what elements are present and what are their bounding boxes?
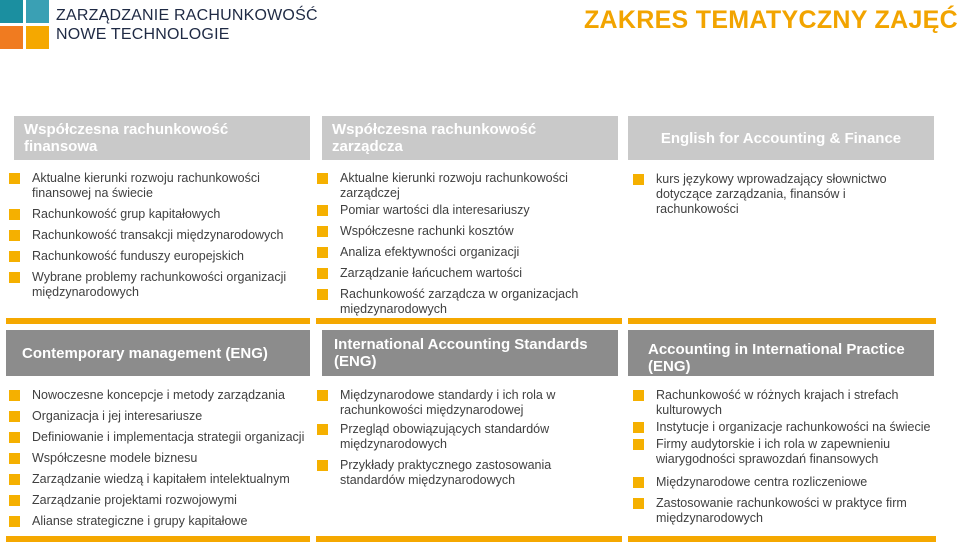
list-item: Instytucje i organizacje rachunkowości na świecie bbox=[632, 420, 938, 435]
section-header-financial bbox=[14, 116, 310, 160]
bullet-icon bbox=[633, 498, 644, 509]
bullet-icon bbox=[317, 247, 328, 258]
section-header-ias bbox=[322, 330, 618, 376]
list-item: Zarządzanie wiedzą i kapitałem intelektualnym bbox=[8, 472, 313, 487]
list-item: Analiza efektywności organizacji bbox=[316, 245, 606, 260]
bullet-icon bbox=[9, 432, 20, 443]
section-header-text: Contemporary management (ENG) bbox=[22, 344, 268, 362]
footer-bar bbox=[628, 536, 936, 542]
bullet-icon bbox=[317, 226, 328, 237]
bullet-icon bbox=[9, 411, 20, 422]
bullet-icon bbox=[633, 439, 644, 450]
list-item: Rachunkowość w różnych krajach i strefach kulturowych bbox=[632, 388, 938, 418]
bullet-icon bbox=[9, 453, 20, 464]
section-header-text: Współczesna rachunkowość finansowa bbox=[24, 121, 229, 155]
list-item: Rachunkowość funduszy europejskich bbox=[8, 249, 298, 264]
bullet-icon bbox=[317, 173, 328, 184]
bullet-icon bbox=[9, 173, 20, 184]
footer-bar bbox=[316, 536, 622, 542]
logo bbox=[0, 0, 318, 52]
bullet-icon bbox=[317, 205, 328, 216]
list-item: Aktualne kierunki rozwoju rachunkowości finansowej na świecie bbox=[8, 171, 298, 201]
bullet-icon bbox=[9, 516, 20, 527]
list-item: Rachunkowość grup kapitałowych bbox=[8, 207, 298, 222]
list-item: Przykłady praktycznego zastosowania standardów międzynarodowych bbox=[316, 458, 596, 488]
list-item: Firmy audytorskie i ich rola w zapewnieniu wiarygodności sprawozdań finansowych bbox=[632, 437, 938, 467]
divider-bar bbox=[628, 318, 936, 324]
section-header-text: International Accounting Standards (ENG) bbox=[334, 336, 588, 370]
list-item: Zastosowanie rachunkowości w praktyce firm międzynarodowych bbox=[632, 496, 938, 526]
section-header-managerial bbox=[322, 116, 618, 160]
bullet-icon bbox=[9, 209, 20, 220]
list-item: Międzynarodowe standardy i ich rola w rachunkowości międzynarodowej bbox=[316, 388, 596, 418]
bullet-icon bbox=[633, 422, 644, 433]
list-item: kurs językowy wprowadzający słownictwo dotyczące zarządzania, finansów i rachunkowości bbox=[632, 172, 912, 217]
section-header-text: Accounting in International Practice (ENG) bbox=[648, 341, 905, 375]
list-item: Pomiar wartości dla interesariuszy bbox=[316, 203, 606, 218]
list-financial bbox=[8, 171, 298, 300]
bullet-icon bbox=[9, 390, 20, 401]
list-item: Przegląd obowiązujących standardów międzynarodowych bbox=[316, 422, 596, 452]
bullet-icon bbox=[633, 477, 644, 488]
bullet-icon bbox=[317, 390, 328, 401]
section-header-contemporary-management bbox=[6, 330, 310, 376]
logo-line2: NOWE TECHNOLOGIE bbox=[56, 26, 230, 43]
divider-bar bbox=[6, 318, 310, 324]
bullet-icon bbox=[633, 390, 644, 401]
list-international-practice bbox=[632, 388, 938, 526]
list-item: Zarządzanie łańcuchem wartości bbox=[316, 266, 606, 281]
page-title: ZAKRES TEMATYCZNY ZAJĘĆ bbox=[583, 6, 958, 34]
logo-squares-icon bbox=[0, 0, 50, 50]
list-item: Rachunkowość transakcji międzynarodowych bbox=[8, 228, 298, 243]
list-contemporary-management bbox=[8, 388, 313, 529]
list-item: Aktualne kierunki rozwoju rachunkowości zarządczej bbox=[316, 171, 606, 201]
list-item: Wybrane problemy rachunkowości organizacji międzynarodowych bbox=[8, 270, 298, 300]
list-ias bbox=[316, 388, 596, 488]
footer-bar bbox=[6, 536, 310, 542]
section-header-text: Współczesna rachunkowość zarządcza bbox=[332, 121, 537, 155]
bullet-icon bbox=[9, 272, 20, 283]
list-item: Współczesne modele biznesu bbox=[8, 451, 313, 466]
list-item: Nowoczesne koncepcje i metody zarządzania bbox=[8, 388, 313, 403]
logo-text bbox=[56, 6, 318, 44]
section-header-international-practice bbox=[628, 330, 934, 376]
bullet-icon bbox=[317, 268, 328, 279]
list-item: Organizacja i jej interesariusze bbox=[8, 409, 313, 424]
bullet-icon bbox=[317, 289, 328, 300]
list-managerial bbox=[316, 171, 606, 317]
bullet-icon bbox=[317, 424, 328, 435]
list-item: Alianse strategiczne i grupy kapitałowe bbox=[8, 514, 313, 529]
bullet-icon bbox=[9, 474, 20, 485]
list-item: Zarządzanie projektami rozwojowymi bbox=[8, 493, 313, 508]
list-item: Międzynarodowe centra rozliczeniowe bbox=[632, 475, 938, 490]
bullet-icon bbox=[317, 460, 328, 471]
list-item: Rachunkowość zarządcza w organizacjach międzynarodowych bbox=[316, 287, 606, 317]
list-item: Współczesne rachunki kosztów bbox=[316, 224, 606, 239]
section-header-text: English for Accounting & Finance bbox=[660, 129, 902, 147]
bullet-icon bbox=[633, 174, 644, 185]
logo-line1: ZARZĄDZANIE RACHUNKOWOŚĆ bbox=[56, 7, 318, 24]
list-item: Definiowanie i implementacja strategii organizacji bbox=[8, 430, 313, 445]
divider-bar bbox=[316, 318, 622, 324]
list-english bbox=[632, 172, 912, 217]
bullet-icon bbox=[9, 230, 20, 241]
bullet-icon bbox=[9, 251, 20, 262]
section-header-english bbox=[628, 116, 934, 160]
bullet-icon bbox=[9, 495, 20, 506]
